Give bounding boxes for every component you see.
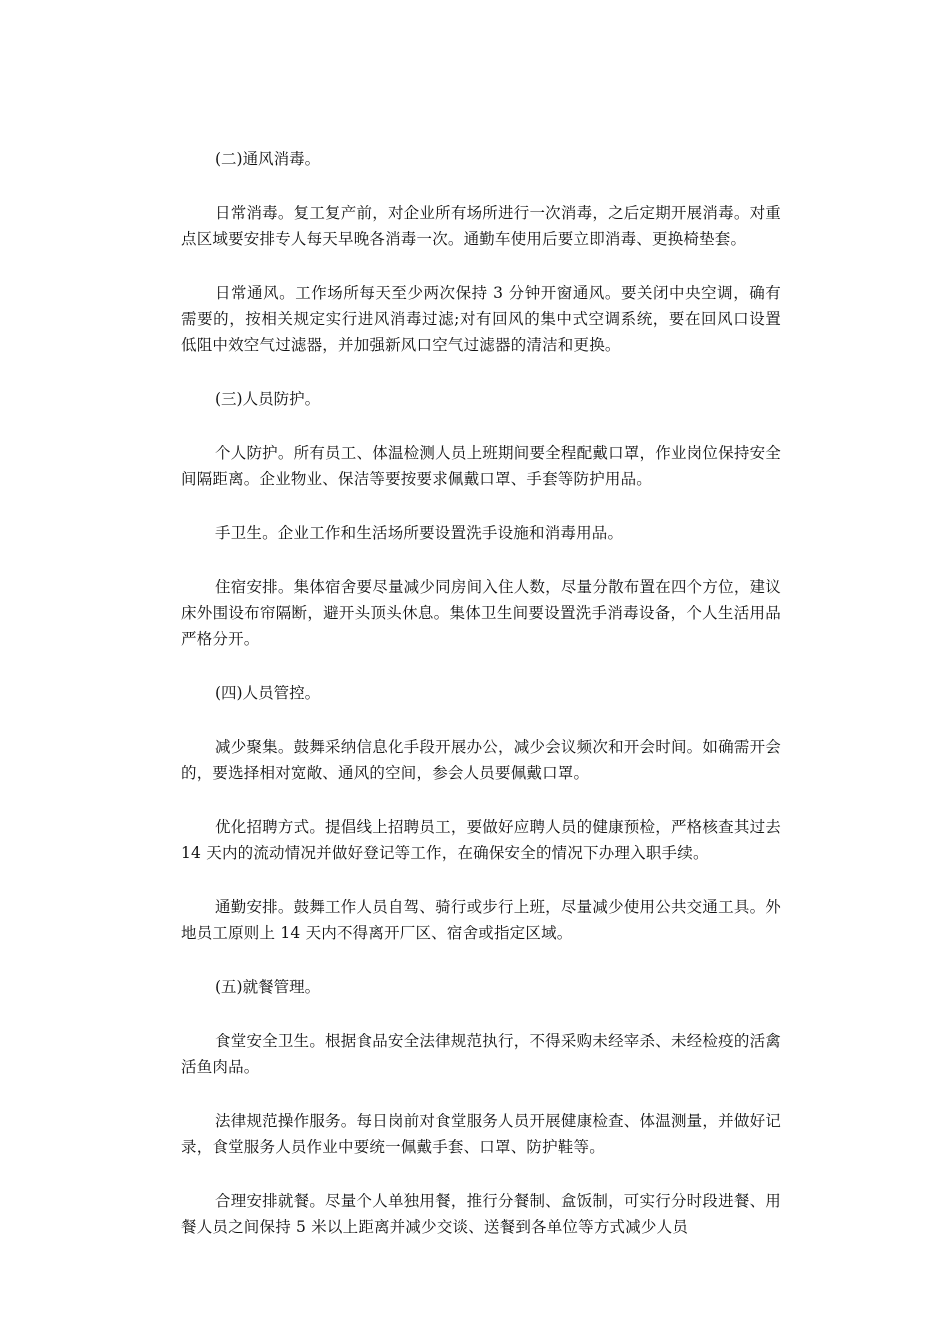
paragraph-commute: 通勤安排。鼓舞工作人员自驾、骑行或步行上班，尽量减少使用公共交通工具。外地员工原则上 14 天内不得离开厂区、宿舍或指定区域。: [181, 898, 781, 942]
paragraph-recruitment: 优化招聘方式。提倡线上招聘员工，要做好应聘人员的健康预检，严格核查其过去 14 天内的流动情况并做好登记等工作，在确保安全的情况下办理入职手续。: [181, 818, 781, 862]
paragraph-canteen-safety: 食堂安全卫生。根据食品安全法律规范执行，不得采购未经宰杀、未经检疫的活禽活鱼肉品。: [181, 1032, 781, 1076]
section-heading-personnel-protection: (三)人员防护。: [215, 390, 321, 408]
document-page: [181, 146, 781, 1268]
paragraph-hand-hygiene: 手卫生。企业工作和生活场所要设置洗手设施和消毒用品。: [215, 524, 624, 542]
paragraph-reduce-gatherings: 减少聚集。鼓舞采纳信息化手段开展办公，减少会议频次和开会时间。如确需开会的，要选择相对宽敞、通风的空间，参会人员要佩戴口罩。: [181, 738, 781, 782]
paragraph-service-operations: 法律规范操作服务。每日岗前对食堂服务人员开展健康检查、体温测量，并做好记录，食堂服务人员作业中要统一佩戴手套、口罩、防护鞋等。: [181, 1112, 781, 1156]
section-heading-dining: (五)就餐管理。: [215, 978, 321, 996]
paragraph-daily-ventilation: 日常通风。工作场所每天至少两次保持 3 分钟开窗通风。要关闭中央空调，确有需要的，按相关规定实行进风消毒过滤;对有回风的集中式空调系统，要在回风口设置低阻中效空气过滤器，并加强新风口空气过滤器的清洁和更换。: [181, 284, 781, 354]
paragraph-personal-protection: 个人防护。所有员工、体温检测人员上班期间要全程配戴口罩，作业岗位保持安全间隔距离。企业物业、保洁等要按要求佩戴口罩、手套等防护用品。: [181, 444, 781, 488]
paragraph-dining-arrangement: 合理安排就餐。尽量个人单独用餐，推行分餐制、盒饭制，可实行分时段进餐、用餐人员之间保持 5 米以上距离并减少交谈、送餐到各单位等方式减少人员: [181, 1192, 781, 1236]
section-heading-ventilation: (二)通风消毒。: [215, 150, 321, 168]
paragraph-accommodation: 住宿安排。集体宿舍要尽量减少同房间入住人数，尽量分散布置在四个方位，建议床外围设布帘隔断，避开头顶头休息。集体卫生间要设置洗手消毒设备，个人生活用品严格分开。: [181, 578, 781, 648]
paragraph-daily-disinfection: 日常消毒。复工复产前，对企业所有场所进行一次消毒，之后定期开展消毒。对重点区域要安排专人每天早晚各消毒一次。通勤车使用后要立即消毒、更换椅垫套。: [181, 204, 781, 248]
section-heading-personnel-control: (四)人员管控。: [215, 684, 321, 702]
